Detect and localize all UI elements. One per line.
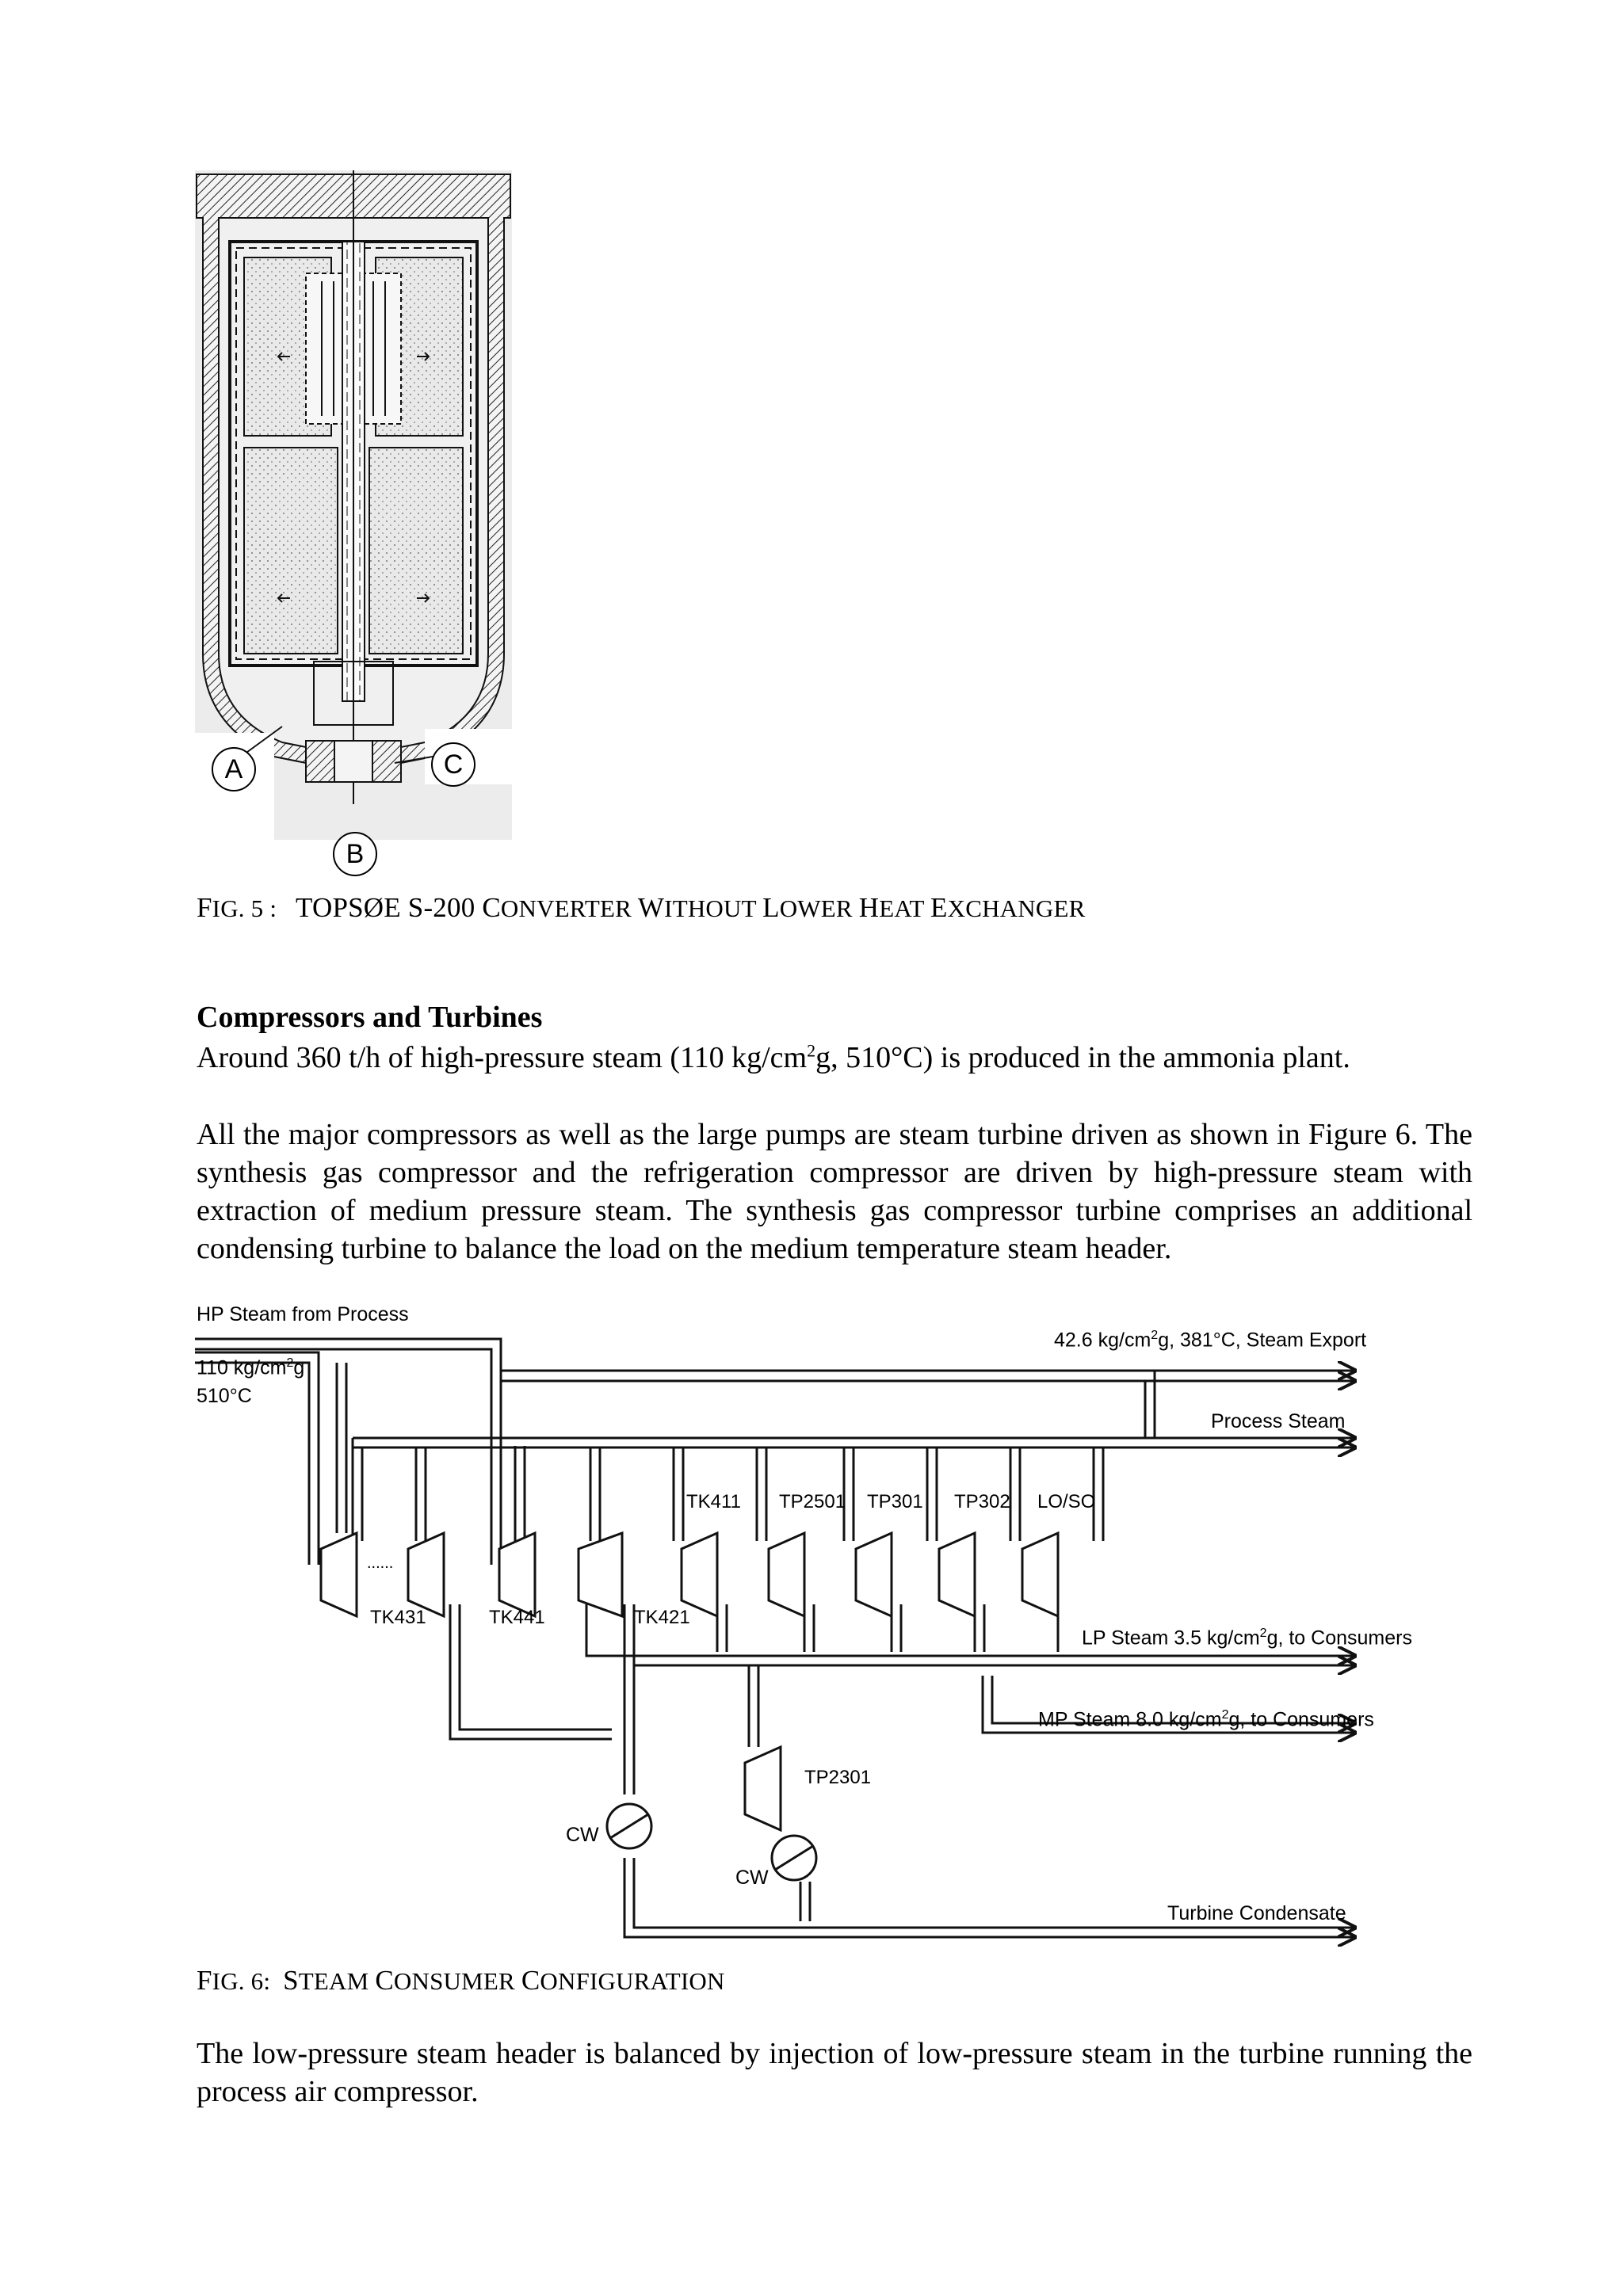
- turbine-tag-tk411: TK411: [686, 1491, 741, 1512]
- hp-steam-from-process-label: HP Steam from Process: [197, 1303, 409, 1325]
- turbine-tag-tp2301: TP2301: [804, 1767, 872, 1788]
- callout-a: A: [212, 747, 256, 791]
- cw-label-1: CW: [566, 1824, 599, 1846]
- fig6-caption: FIG. 6: STEAM CONSUMER CONFIGURATION: [197, 1965, 725, 1996]
- turbine-tag-tp302: TP302: [954, 1491, 1010, 1512]
- steam-export-label: 42.6 $kg/cm^2g$, 381°C, Steam Export: [1054, 1329, 1367, 1352]
- turbine-tag-tk431: TK431: [370, 1607, 426, 1628]
- callout-b: B: [333, 832, 377, 876]
- turbine-tag-tp2501: TP2501: [779, 1491, 846, 1512]
- mp-steam-label: MP Steam 8.0 $kg/cm^2g$, to Consumers: [1038, 1708, 1374, 1731]
- cw-label-2: CW: [735, 1867, 769, 1889]
- turbine-tag-tk421: TK421: [634, 1607, 690, 1628]
- callout-c: C: [431, 742, 475, 787]
- steam-production-line: Around 360 t/h of high-pressure steam (110 $kg/cm^2g$, 510°C) is produced in the ammonia plant.: [197, 1040, 1350, 1074]
- turbine-tag-tp301: TP301: [867, 1491, 923, 1512]
- section-heading: Compressors and Turbines: [197, 1001, 543, 1034]
- hp-temp-label: 510°C: [197, 1385, 252, 1407]
- turbine-tag-loso: LO/SO: [1037, 1491, 1096, 1512]
- process-steam-label: Process Steam: [1211, 1410, 1346, 1432]
- dots-label: ......: [367, 1554, 394, 1572]
- turbine-condensate-label: Turbine Condensate: [1167, 1902, 1346, 1924]
- lp-steam-label: LP Steam 3.5 $kg/cm^2g$, to Consumers: [1082, 1627, 1412, 1650]
- turbine-paragraph: All the major compressors as well as the large pumps are steam turbine driven as shown in Figure 6. The synthesis gas compressor and the refrigeration compressor are driven by high-pressure steam with extraction of medium pressure steam. The synthesis gas compressor turbine comprises an additional condensing turbine to balance the load on the medium temperature steam header.: [197, 1118, 1472, 1265]
- turbine-tag-tk441: TK441: [489, 1607, 545, 1628]
- hp-condition-label: 110 $kg/cm^2g$: [197, 1356, 305, 1379]
- closing-paragraph: The low-pressure steam header is balanced by injection of low-pressure steam in the turbine running the process air compressor.: [197, 2037, 1472, 2108]
- fig5-caption: FIG. 5 : TOPSØE S-200 CONVERTER WITHOUT LOWER HEAT EXCHANGER: [197, 892, 1086, 923]
